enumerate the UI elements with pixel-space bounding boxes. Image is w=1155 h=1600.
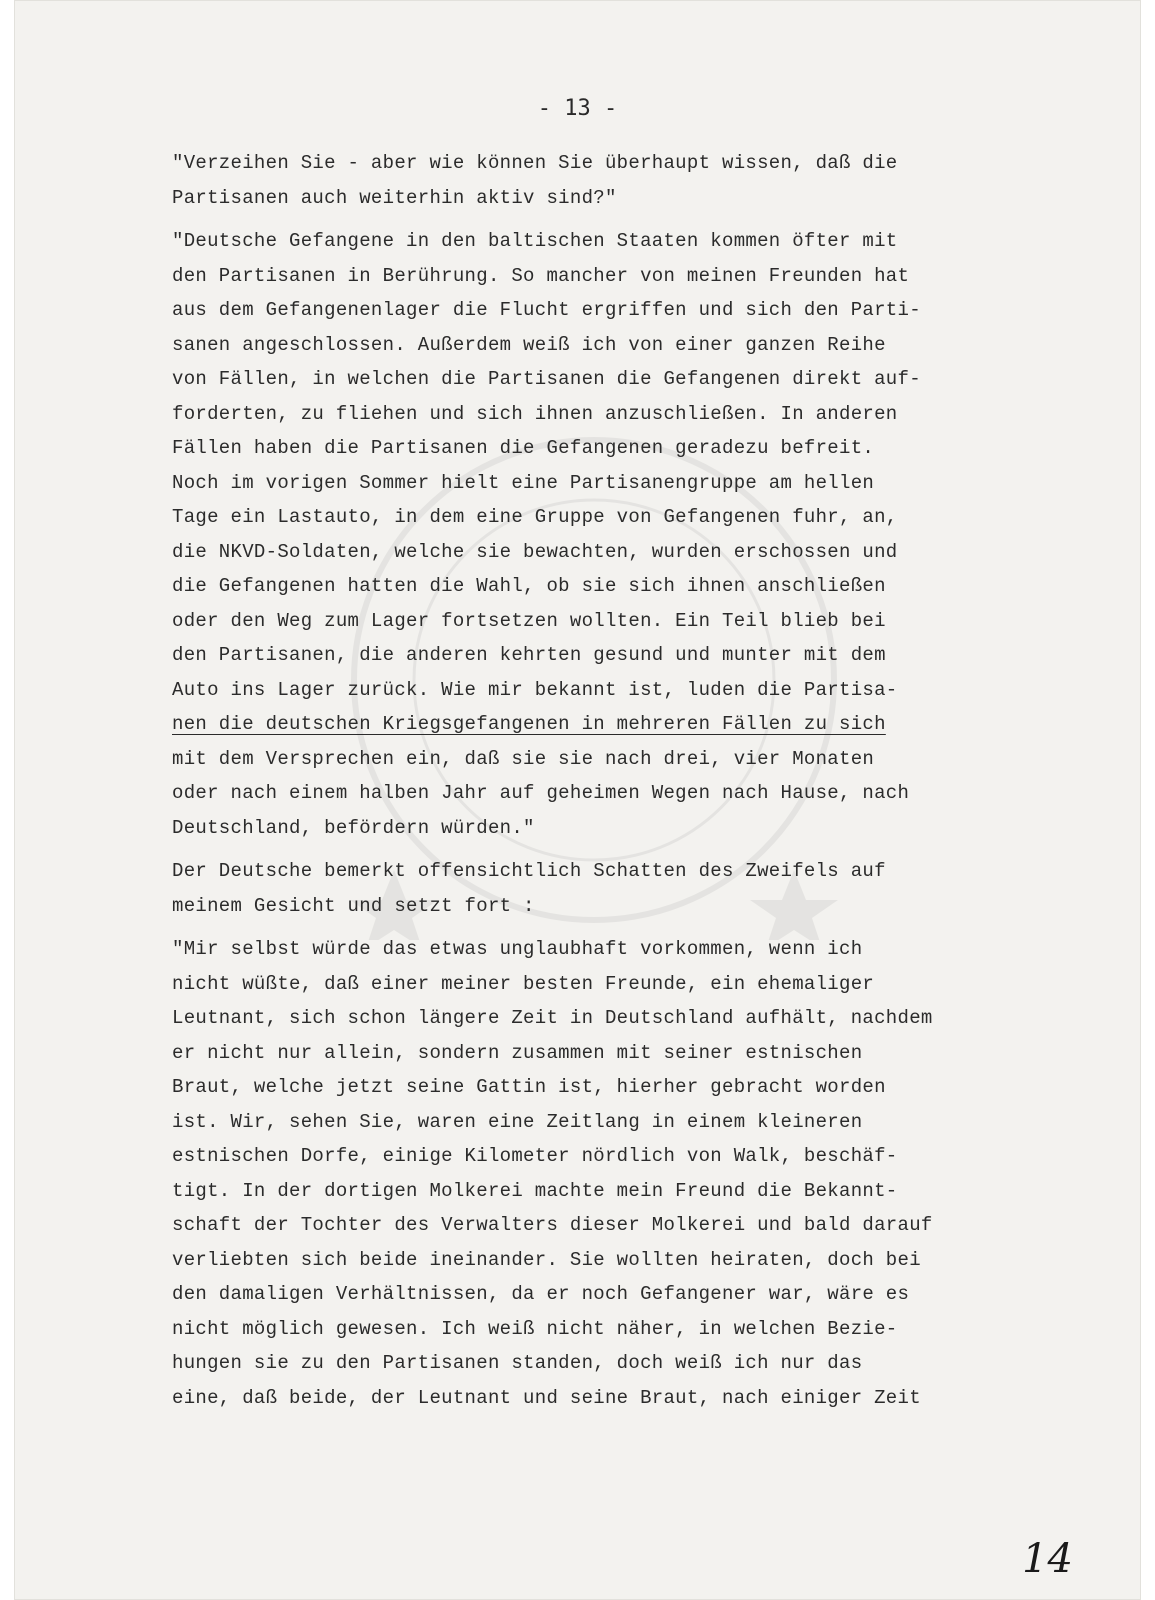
text-line: ist. Wir, sehen Sie, waren eine Zeitlang in einem kleineren [172,1110,863,1133]
text-line: Fällen haben die Partisanen die Gefangenen geradezu befreit. [172,437,875,459]
text-line: schaft der Tochter des Verwalters dieser Molkerei und bald darauf [172,1214,933,1236]
text-line: Tage ein Lastauto, in dem eine Gruppe von Gefangenen fuhr, an, [172,506,898,528]
text-line: sanen angeschlossen. Außerdem weiß ich von einer ganzen Reihe [172,333,886,356]
handwritten-page-number: 14 [1022,1536,1073,1582]
text-line: Braut, welche jetzt seine Gattin ist, hierher gebracht worden [172,1076,886,1098]
text-line: nicht wüßte, daß einer meiner besten Freunde, ein ehemaliger [172,972,875,995]
text-line: aus dem Gefangenenlager die Flucht ergriffen und sich den Parti- [172,299,921,321]
text-line: verliebten sich beide ineinander. Sie wollten heiraten, doch bei [172,1248,921,1271]
document-page [14,0,1141,1600]
text-line: eine, daß beide, der Leutnant und seine Braut, nach einiger Zeit [172,1386,921,1409]
text-line: Der Deutsche bemerkt offensichtlich Schatten des Zweifels auf [172,860,886,882]
paragraph-narration [172,854,1072,923]
underlined-text-line: nen die deutschen Kriegsgefangenen in mehreren Fällen zu sich [172,713,886,735]
text-line: oder nach einem halben Jahr auf geheimen Wegen nach Hause, nach [172,782,910,804]
text-line: die Gefangenen hatten die Wahl, ob sie sich ihnen anschließen [172,575,886,597]
text-line: Auto ins Lager zurück. Wie mir bekannt ist, luden die Partisa- [172,678,898,701]
text-line: mit dem Versprechen ein, daß sie sie nach drei, vier Monaten [172,747,875,770]
text-line: die NKVD-Soldaten, welche sie bewachten, wurden erschossen und [172,540,898,563]
text-line: Deutschland, befördern würden." [172,816,535,839]
text-line: meinem Gesicht und setzt fort : [172,894,535,917]
text-line: Leutnant, sich schon längere Zeit in Deutschland aufhält, nachdem [172,1007,933,1029]
text-line: forderten, zu fliehen und sich ihnen anzuschließen. In anderen [172,402,898,425]
text-line: tigt. In der dortigen Molkerei machte mein Freund die Bekannt- [172,1179,898,1202]
text-line: oder den Weg zum Lager fortsetzen wollten. Ein Teil blieb bei [172,609,886,632]
text-line: estnischen Dorfe, einige Kilometer nördlich von Walk, beschäf- [172,1145,898,1167]
text-line: Noch im vorigen Sommer hielt eine Partisanengruppe am hellen [172,471,875,494]
paragraph-answer [172,224,1072,845]
text-line: den Partisanen, die anderen kehrten gesund und munter mit dem [172,644,886,666]
text-line: nicht möglich gewesen. Ich weiß nicht näher, in welchen Bezie- [172,1317,898,1340]
text-line: von Fällen, in welchen die Partisanen die Gefangenen direkt auf- [172,368,921,390]
paragraph-question [172,146,1072,215]
text-line: Partisanen auch weiterhin aktiv sind?" [172,186,617,209]
text-line: er nicht nur allein, sondern zusammen mit seiner estnischen [172,1041,863,1064]
paragraph-story [172,932,1072,1415]
body-text [172,146,1072,1415]
text-line: "Deutsche Gefangene in den baltischen Staaten kommen öfter mit [172,230,898,252]
page-number: - 13 - [537,96,618,121]
text-line: den damaligen Verhältnissen, da er noch Gefangener war, wäre es [172,1283,910,1305]
text-line: "Verzeihen Sie - aber wie können Sie überhaupt wissen, daß die [172,152,898,174]
text-line: den Partisanen in Berührung. So mancher von meinen Freunden hat [172,264,910,287]
text-line: hungen sie zu den Partisanen standen, doch weiß ich nur das [172,1352,863,1374]
text-line: "Mir selbst würde das etwas unglaubhaft vorkommen, wenn ich [172,938,863,960]
